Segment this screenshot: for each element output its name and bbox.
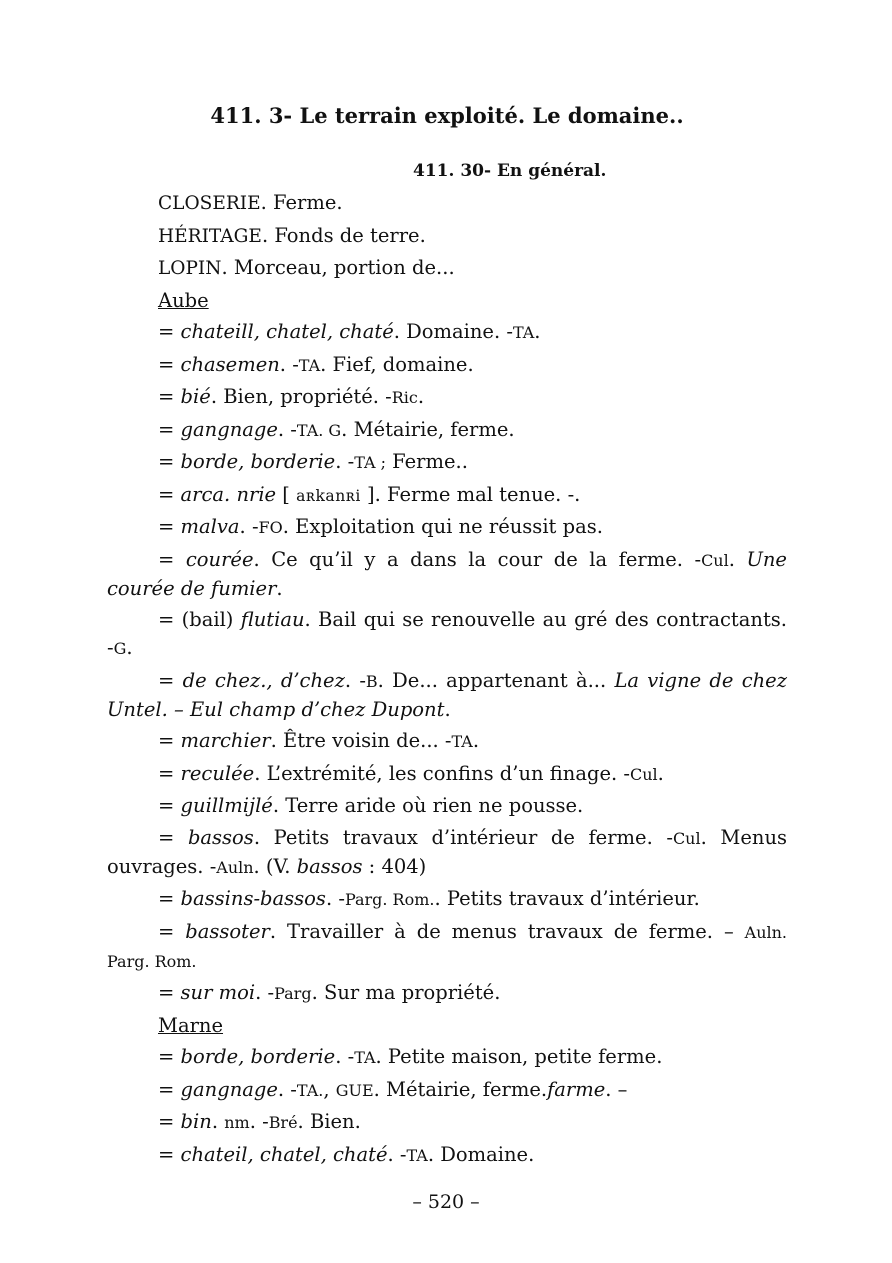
entry-text: . Fief, domaine. — [320, 352, 474, 376]
dictionary-entry — [107, 318, 787, 347]
entry-text: , — [323, 1077, 336, 1101]
entry-headword: bassoter — [185, 919, 270, 943]
entry-source: Cul — [630, 764, 658, 784]
entry-source: Auln. Parg. Rom. — [107, 922, 787, 971]
entry-prefix: = — [158, 668, 183, 692]
entry-text: . Bien. — [297, 1110, 361, 1133]
entry-prefix: = — [158, 1142, 181, 1166]
entry-source: TA — [298, 355, 321, 375]
entry-source: TA. — [296, 1080, 324, 1100]
entry-source: B — [365, 671, 378, 691]
entry-headword: flutiau — [240, 608, 305, 631]
entry-prefix: = — [158, 729, 181, 752]
entry-prefix: = — [158, 352, 181, 376]
entry-text: . Ce qu’il y a dans la cour de la ferme. - — [253, 547, 702, 571]
entry-source: Cul — [672, 828, 701, 848]
entry-headword: courée — [185, 547, 254, 571]
section-heading: 411. 3- Le terrain exploité. Le domaine.. — [210, 103, 684, 128]
entry-source: Parg — [274, 984, 312, 1003]
dictionary-entry — [107, 727, 787, 756]
entry-source: G — [113, 639, 127, 658]
entry-text: . L’extrémité, les confins d’un finage. - — [254, 761, 630, 785]
entry-text: . — [126, 636, 133, 659]
entry-source: TA — [512, 323, 535, 342]
entry-prefix: = — [158, 482, 181, 506]
dictionary-entry — [107, 189, 787, 218]
entry-source: TA — [406, 1145, 428, 1165]
entry-example: bassos — [296, 854, 363, 878]
dictionary-entry — [107, 1141, 787, 1170]
entry-text: . Petits travaux d’intérieur. — [434, 887, 700, 910]
region-heading — [107, 287, 787, 315]
entry-definition: . Fonds de terre. — [261, 223, 426, 247]
entry-text: . Terre aride où rien ne pousse. — [272, 794, 584, 817]
dictionary-entry — [107, 918, 787, 976]
entry-text: . - — [344, 668, 366, 692]
dictionary-entry — [107, 254, 787, 283]
entry-text: . - — [387, 1142, 407, 1166]
entry-prefix: = — [158, 450, 181, 473]
dictionary-entry — [107, 885, 787, 914]
entry-headword: bassins-bassos — [180, 887, 326, 910]
entry-definition: . Ferme. — [260, 191, 343, 214]
dictionary-entry — [107, 1108, 787, 1137]
entry-text: . — [534, 320, 541, 343]
entry-text: . Domaine. - — [393, 320, 513, 343]
region-label: Marne — [158, 1013, 224, 1037]
region-label: Aube — [158, 288, 209, 312]
entry-text: . Travailler à de menus travaux de ferme. – — [269, 919, 745, 943]
entry-headword: sur moi — [180, 981, 256, 1004]
entry-example: farme — [547, 1077, 606, 1101]
entry-text: . — [444, 697, 451, 721]
entry-headword: borde, borderie — [180, 1045, 336, 1068]
dictionary-entry — [107, 667, 787, 724]
entry-headword: marchier — [180, 729, 271, 752]
entry-definition: . Morceau, portion de... — [221, 256, 455, 279]
entry-text: . - — [279, 352, 299, 376]
dictionary-entry — [107, 606, 787, 663]
entry-text: . — [657, 761, 664, 785]
entry-headword: bassos — [187, 825, 254, 849]
entry-headword: chateill, chatel, chaté — [180, 320, 394, 343]
entry-headword: chateil, chatel, chaté — [180, 1142, 388, 1166]
entry-text: . Bien, propriété. - — [210, 385, 392, 408]
entry-prefix: = — [158, 547, 186, 571]
entry-prefix: = — [158, 1045, 181, 1068]
dictionary-entry — [107, 760, 787, 789]
entry-headword: arca. nrie — [180, 482, 277, 506]
entry-text: . — [276, 576, 283, 600]
entry-prefix: = — [158, 761, 181, 785]
entry-text: . - — [335, 450, 355, 473]
entry-headword: guillmijlé — [180, 794, 273, 817]
entry-prefix: = — [158, 417, 181, 441]
entry-list — [107, 189, 787, 1173]
entry-text: . Exploitation qui ne réussit pas. — [282, 515, 603, 538]
entry-text: . Bail qui se renouvelle au gré des contractants. - — [107, 608, 787, 659]
dictionary-entry — [107, 546, 787, 603]
entry-text: . — [417, 385, 425, 408]
subsection-heading: 411. 30- En général. — [413, 161, 607, 181]
entry-text: . Métairie, ferme. — [341, 417, 515, 441]
dictionary-entry — [107, 448, 787, 477]
dictionary-entry — [107, 1043, 787, 1072]
entry-text: . Être voisin de... - — [270, 729, 452, 752]
entry-headword: gangnage — [180, 417, 278, 441]
entry-text: . De... appartenant à... — [377, 668, 615, 692]
entry-text: . Petits travaux d’intérieur de ferme. - — [253, 825, 673, 849]
entry-prefix: = — [158, 825, 188, 849]
entry-prefix: = (bail) — [158, 608, 241, 631]
entry-text: . (V. — [253, 854, 297, 878]
entry-example: Une courée de fumier — [107, 547, 787, 600]
entry-text: Ferme.. — [385, 450, 468, 473]
entry-text: . Domaine. — [427, 1142, 535, 1166]
entry-text: . Menus ouvrages. - — [107, 825, 788, 878]
entry-source: Auln — [216, 857, 254, 877]
entry-text: ]. Ferme mal tenue. -. — [360, 482, 581, 506]
entry-headword: reculée — [180, 761, 255, 785]
entry-text: . - — [335, 1045, 355, 1068]
page-number: – 520 – — [412, 1191, 480, 1213]
entry-term: HÉRITAGE — [158, 225, 262, 247]
dictionary-entry — [107, 481, 787, 510]
dictionary-entry — [107, 351, 787, 380]
dictionary-entry — [107, 979, 787, 1008]
dictionary-entry — [107, 416, 787, 445]
entry-source: nm — [224, 1113, 250, 1132]
entry-prefix: = — [158, 919, 186, 943]
entry-source: Ric — [391, 388, 418, 407]
region-heading — [107, 1012, 787, 1040]
entry-source: GUE — [335, 1080, 374, 1100]
entry-prefix: = — [158, 320, 181, 343]
entry-headword: malva — [180, 515, 240, 538]
entry-example: La vigne de chez Untel. – Eul champ d’chez Dupont — [107, 668, 787, 721]
entry-prefix: = — [158, 1110, 181, 1133]
entry-text: . Métairie, ferme. — [373, 1077, 548, 1101]
entry-term: LOPIN — [158, 258, 222, 279]
entry-headword: de chez., d’chez — [182, 668, 345, 692]
entry-source: TA — [451, 732, 473, 751]
entry-source: Cul — [701, 550, 729, 570]
entry-text: . Petite maison, petite ferme. — [375, 1045, 663, 1068]
entry-headword: borde, borderie — [180, 450, 336, 473]
dictionary-entry — [107, 222, 787, 251]
entry-prefix: = — [158, 515, 181, 538]
entry-source: Parg. Rom. — [344, 890, 435, 909]
entry-source: FO — [258, 518, 283, 537]
entry-text: : 404) — [362, 854, 427, 878]
dictionary-entry — [107, 792, 787, 820]
dictionary-entry — [107, 513, 787, 542]
entry-text: . — [728, 547, 747, 571]
entry-prefix: = — [158, 1077, 181, 1101]
entry-prefix: = — [158, 794, 181, 817]
entry-headword: bin — [180, 1110, 212, 1133]
entry-text: [ — [276, 482, 297, 506]
entry-headword: bié — [180, 385, 211, 408]
entry-prefix: = — [158, 887, 181, 910]
entry-text: . - — [325, 887, 345, 910]
entry-source: TA. G — [296, 420, 342, 440]
entry-source: Bré — [268, 1113, 298, 1132]
entry-text: . - — [239, 515, 259, 538]
entry-term: CLOSERIE — [158, 193, 261, 214]
entry-text: . - — [277, 1077, 297, 1101]
dictionary-entry — [107, 383, 787, 412]
entry-prefix: = — [158, 981, 181, 1004]
entry-source: TA — [354, 1048, 376, 1067]
entry-headword: gangnage — [180, 1077, 278, 1101]
entry-headword: chasemen — [180, 352, 280, 376]
entry-text: . - — [249, 1110, 269, 1133]
entry-source: TA ; — [354, 453, 386, 472]
dictionary-entry — [107, 1076, 787, 1105]
entry-text: . — [472, 729, 480, 752]
entry-text: . Sur ma propriété. — [311, 981, 501, 1004]
entry-text: . - — [277, 417, 297, 441]
entry-text: . - — [255, 981, 275, 1004]
dictionary-entry — [107, 824, 787, 882]
entry-prefix: = — [158, 385, 181, 408]
entry-pronunciation: aʀkanʀi — [296, 486, 361, 505]
entry-text: . – — [605, 1077, 628, 1101]
entry-text: . — [211, 1110, 225, 1133]
